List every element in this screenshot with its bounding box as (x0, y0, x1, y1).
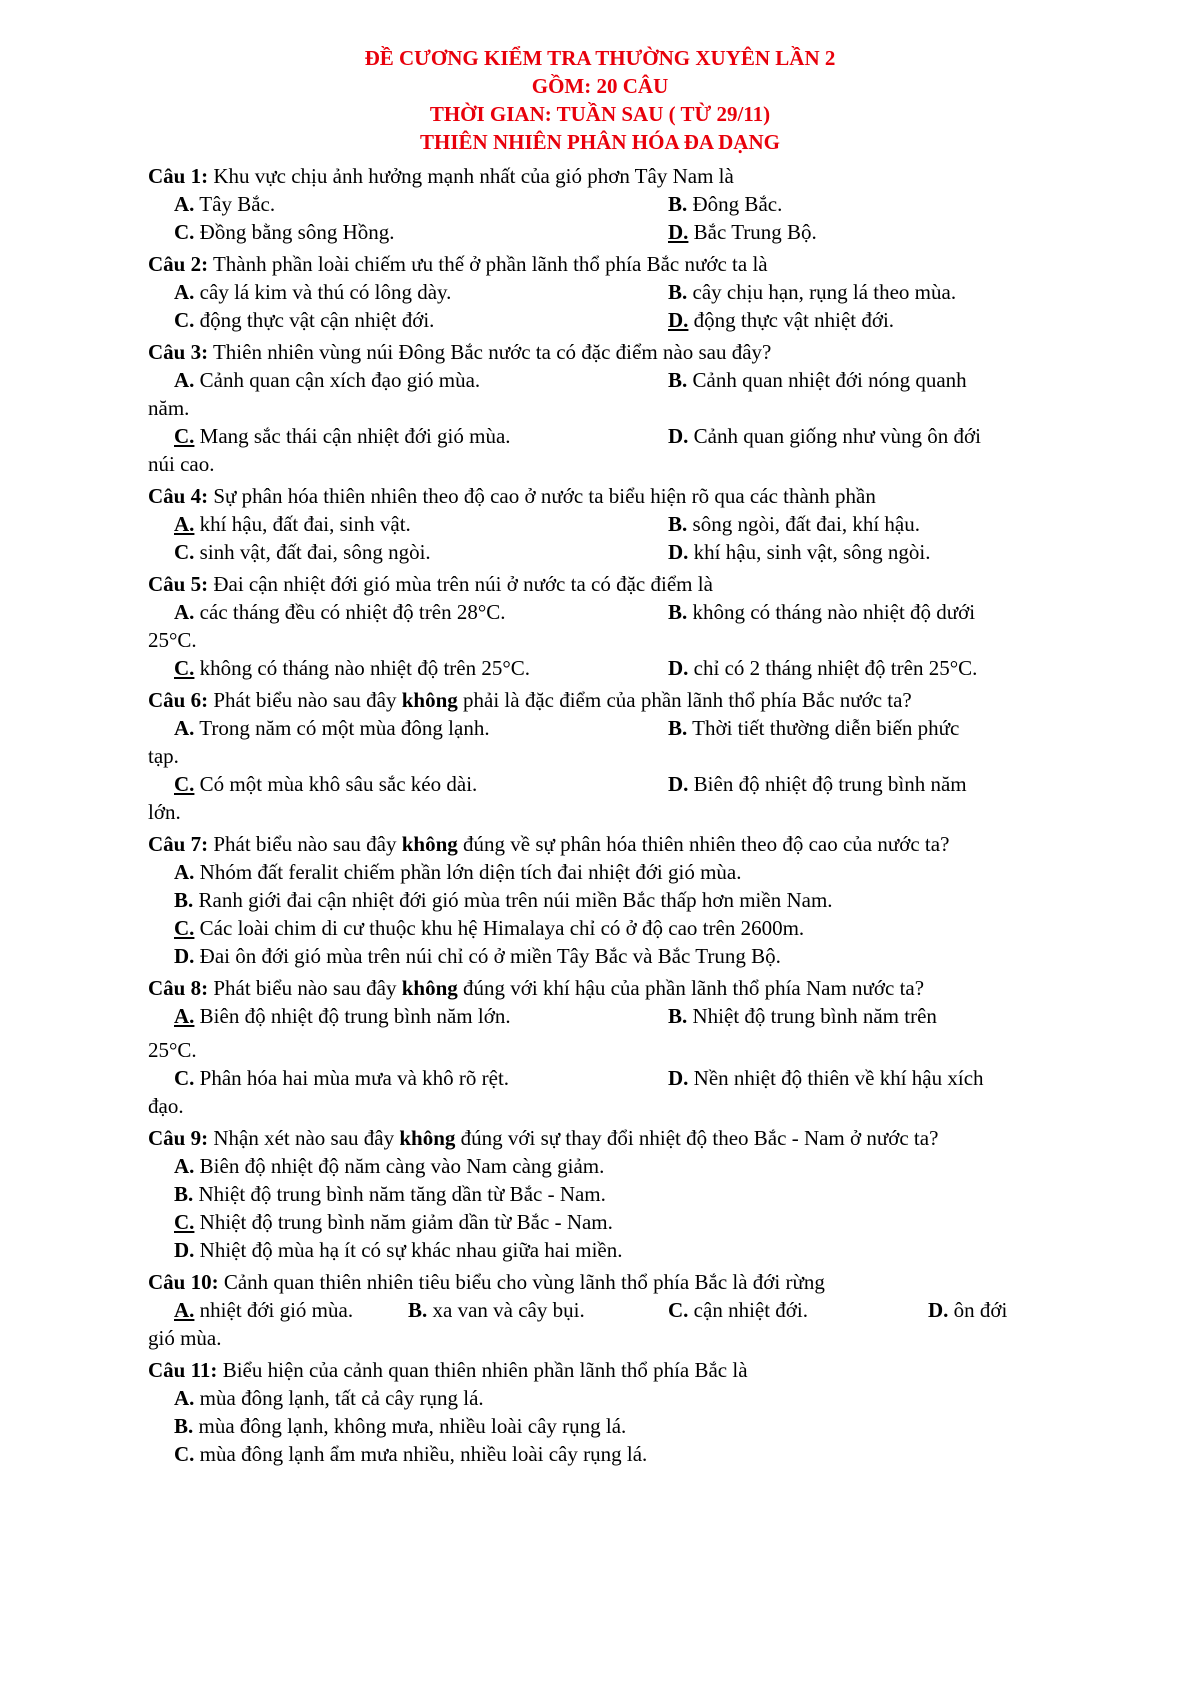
question-5 (148, 570, 1068, 682)
option-a: A. Cảnh quan cận xích đạo gió mùa. (174, 368, 481, 392)
option-c-correct: C. Có một mùa khô sâu sắc kéo dài. (174, 772, 478, 796)
question-9: Câu 9: Nhận xét nào sau đây không đúng với sự thay đổi nhiệt độ theo Bắc - Nam ở nước ta? A. Biên độ nhiệt độ năm càng vào Nam càng giảm. B. Nhiệt độ trung bình năm tăng dần từ Bắc - Nam. C. Nhiệt độ trung bình năm giảm dần từ Bắc - Nam. D. Nhiệt độ mùa hạ ít có sự khác nhau giữa hai miền. (148, 1124, 1068, 1264)
question-label: Câu 5: (148, 572, 209, 596)
option-a: A. mùa đông lạnh, tất cả cây rụng lá. (174, 1386, 484, 1410)
header-title: ĐỀ CƯƠNG KIỂM TRA THƯỜNG XUYÊN LẦN 2 (364, 46, 836, 70)
option-a: A. cây lá kim và thú có lông dày. (174, 280, 452, 304)
question-6: Câu 6: Phát biểu nào sau đây không phải là đặc điểm của phần lãnh thổ phía Bắc nước ta? A. Trong năm có một mùa đông lạnh. B. Thời tiết thường diễn biến phức tạp. C. Có một mùa khô sâu sắc kéo dài. D. Biên độ nhiệt độ trung bình năm lớn. (148, 686, 1068, 826)
option-c-correct: C. Nhiệt độ trung bình năm giảm dần từ Bắc - Nam. (174, 1210, 613, 1234)
option-d: D. Biên độ nhiệt độ trung bình năm (668, 772, 967, 796)
option-d: D. chỉ có 2 tháng nhiệt độ trên 25°C. (668, 656, 978, 680)
option-b: B. Đông Bắc. (668, 192, 783, 216)
option-c: C. động thực vật cận nhiệt đới. (174, 308, 435, 332)
question-label: Câu 10: (148, 1270, 219, 1294)
emphasis-khong: không (399, 1126, 456, 1150)
option-b-wrap: tạp. (148, 744, 179, 768)
option-c: C. sinh vật, đất đai, sông ngòi. (174, 540, 431, 564)
option-b: B. Nhiệt độ trung bình năm trên (668, 1004, 937, 1028)
option-d-wrap: núi cao. (148, 452, 215, 476)
question-10 (148, 1268, 1068, 1352)
question-label: Câu 4: (148, 484, 209, 508)
option-c-correct: C. Các loài chim di cư thuộc khu hệ Himalaya chỉ có ở độ cao trên 2600m. (174, 916, 805, 940)
question-label: Câu 8: (148, 976, 209, 1000)
option-d-wrap: gió mùa. (148, 1326, 222, 1350)
emphasis-khong: không (401, 976, 458, 1000)
option-c: C. Phân hóa hai mùa mưa và khô rõ rệt. (174, 1066, 510, 1090)
option-d: D. Cảnh quan giống như vùng ôn đới (668, 424, 981, 448)
option-b: B. Cảnh quan nhiệt đới nóng quanh (668, 368, 967, 392)
option-a-correct: A. khí hậu, đất đai, sinh vật. (174, 512, 411, 536)
question-text: Thiên nhiên vùng núi Đông Bắc nước ta có đặc điểm nào sau đây? (208, 340, 772, 364)
question-text: Thành phần loài chiếm ưu thế ở phần lãnh thổ phía Bắc nước ta là (208, 252, 768, 276)
option-d-correct: D. động thực vật nhiệt đới. (668, 308, 895, 332)
question-11 (148, 1356, 1068, 1468)
question-label: Câu 6: (148, 688, 209, 712)
option-c-correct: C. Mang sắc thái cận nhiệt đới gió mùa. (174, 424, 511, 448)
emphasis-khong: không (401, 688, 458, 712)
question-text: Đai cận nhiệt đới gió mùa trên núi ở nước ta có đặc điểm là (208, 572, 713, 596)
question-text: Biểu hiện của cảnh quan thiên nhiên phần lãnh thổ phía Bắc là (217, 1358, 748, 1382)
option-b: B. xa van và cây bụi. (408, 1298, 585, 1322)
question-7: Câu 7: Phát biểu nào sau đây không đúng về sự phân hóa thiên nhiên theo độ cao của nước ta? A. Nhóm đất feralit chiếm phần lớn diện tích đai nhiệt đới gió mùa. B. Ranh giới đai cận nhiệt đới gió mùa trên núi miền Bắc thấp hơn miền Nam. C. Các loài chim di cư thuộc khu hệ Himalaya chỉ có ở độ cao trên 2600m. D. Đai ôn đới gió mùa trên núi chỉ có ở miền Tây Bắc và Bắc Trung Bộ. (148, 830, 1068, 970)
option-b-wrap: 25°C. (148, 1038, 197, 1062)
option-b: B. Ranh giới đai cận nhiệt đới gió mùa trên núi miền Bắc thấp hơn miền Nam. (174, 888, 833, 912)
question-text: Khu vực chịu ảnh hưởng mạnh nhất của gió phơn Tây Nam là (208, 164, 734, 188)
question-label: Câu 2: (148, 252, 209, 276)
header-time: THỜI GIAN: TUẦN SAU ( TỪ 29/11) (429, 102, 771, 126)
option-c: C. cận nhiệt đới. (668, 1298, 808, 1322)
question-3 (148, 338, 1068, 478)
header-topic: THIÊN NHIÊN PHÂN HÓA ĐA DẠNG (420, 130, 780, 154)
option-d: D. khí hậu, sinh vật, sông ngòi. (668, 540, 931, 564)
option-b: B. cây chịu hạn, rụng lá theo mùa. (668, 280, 957, 304)
option-a: A. Tây Bắc. (174, 192, 276, 216)
option-b-wrap: năm. (148, 396, 190, 420)
emphasis-khong: không (401, 832, 458, 856)
option-d: D. ôn đới (928, 1298, 1008, 1322)
question-label: Câu 9: (148, 1126, 209, 1150)
header-question-count: GỒM: 20 CÂU (531, 74, 669, 98)
option-a-correct: A. Biên độ nhiệt độ trung bình năm lớn. (174, 1004, 511, 1028)
option-a: A. các tháng đều có nhiệt độ trên 28°C. (174, 600, 506, 624)
option-a: A. Nhóm đất feralit chiếm phần lớn diện tích đai nhiệt đới gió mùa. (174, 860, 742, 884)
option-d: D. Nền nhiệt độ thiên về khí hậu xích (668, 1066, 984, 1090)
option-d-correct: D. Bắc Trung Bộ. (668, 220, 817, 244)
question-text: Cảnh quan thiên nhiên tiêu biểu cho vùng lãnh thổ phía Bắc là đới rừng (218, 1270, 825, 1294)
question-label: Câu 3: (148, 340, 209, 364)
question-8: Câu 8: Phát biểu nào sau đây không đúng với khí hậu của phần lãnh thổ phía Nam nước ta? A. Biên độ nhiệt độ trung bình năm lớn. B. Nhiệt độ trung bình năm trên 25°C. C. Phân hóa hai mùa mưa và khô rõ rệt. D. Nền nhiệt độ thiên về khí hậu xích đạo. (148, 974, 1068, 1120)
question-label: Câu 7: (148, 832, 209, 856)
question-2 (148, 250, 1068, 334)
option-d: D. Nhiệt độ mùa hạ ít có sự khác nhau giữa hai miền. (174, 1238, 623, 1262)
option-a-correct: A. nhiệt đới gió mùa. (174, 1298, 354, 1322)
option-d: D. Đai ôn đới gió mùa trên núi chỉ có ở miền Tây Bắc và Bắc Trung Bộ. (174, 944, 781, 968)
option-b: B. Thời tiết thường diễn biến phức (668, 716, 960, 740)
question-label: Câu 1: (148, 164, 209, 188)
option-b: B. sông ngòi, đất đai, khí hậu. (668, 512, 920, 536)
question-label: Câu 11: (148, 1358, 218, 1382)
question-text: Sự phân hóa thiên nhiên theo độ cao ở nước ta biểu hiện rõ qua các thành phần (208, 484, 876, 508)
option-d-wrap: đạo. (148, 1094, 184, 1118)
option-c-correct: C. không có tháng nào nhiệt độ trên 25°C. (174, 656, 531, 680)
option-d-wrap: lớn. (148, 800, 181, 824)
option-b-wrap: 25°C. (148, 628, 197, 652)
option-c: C. Đồng bằng sông Hồng. (174, 220, 395, 244)
question-list (148, 162, 1068, 1472)
document-header (0, 44, 1200, 156)
question-1 (148, 162, 1068, 246)
option-c: C. mùa đông lạnh ẩm mưa nhiều, nhiều loài cây rụng lá. (174, 1442, 648, 1466)
option-b: B. mùa đông lạnh, không mưa, nhiều loài cây rụng lá. (174, 1414, 627, 1438)
option-a: A. Trong năm có một mùa đông lạnh. (174, 716, 490, 740)
option-b: B. Nhiệt độ trung bình năm tăng dần từ Bắc - Nam. (174, 1182, 606, 1206)
option-b: B. không có tháng nào nhiệt độ dưới (668, 600, 976, 624)
question-4 (148, 482, 1068, 566)
option-a: A. Biên độ nhiệt độ năm càng vào Nam càng giảm. (174, 1154, 605, 1178)
